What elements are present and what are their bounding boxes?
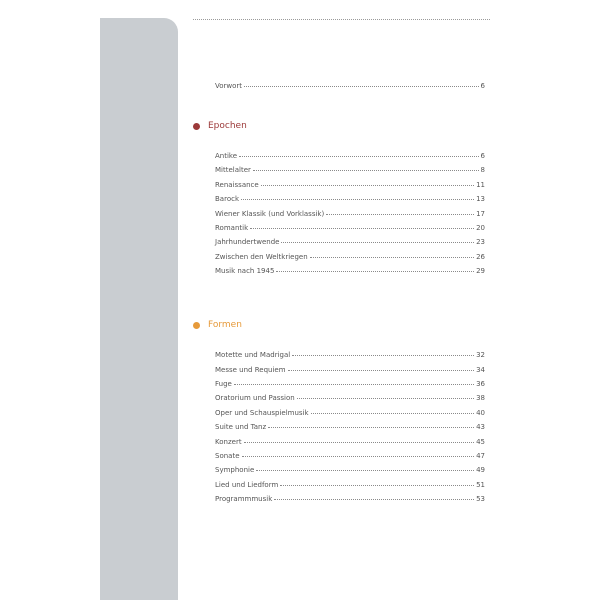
toc-entry-page: 17: [476, 210, 485, 218]
toc-entry-title: Renaissance: [215, 181, 259, 189]
dot-leader: [250, 228, 474, 229]
toc-entry-title: Romantik: [215, 224, 249, 232]
toc-entry-title: Vorwort: [215, 82, 243, 90]
toc-entry[interactable]: [215, 380, 485, 389]
toc-entry-title: Antike: [215, 152, 238, 160]
toc-entry-title: Sonate: [215, 452, 240, 460]
toc-entry[interactable]: [215, 495, 485, 504]
toc-entry-title: Programmmusik: [215, 495, 273, 503]
toc-entry-page: 20: [476, 224, 485, 232]
dot-leader: [256, 470, 474, 471]
toc-entry-title: Symphonie: [215, 466, 255, 474]
dot-leader: [261, 185, 474, 186]
section-heading-formen: [193, 320, 242, 331]
toc-entry-title: Jahrhundertwende: [215, 238, 280, 246]
dot-leader: [242, 456, 475, 457]
toc-entry-title: Fuge: [215, 380, 232, 388]
section-heading-label: Epochen: [208, 121, 247, 131]
circle-bullet-icon: [193, 123, 200, 130]
toc-entry-page: 53: [476, 495, 485, 503]
toc-entry-page: 6: [480, 82, 485, 90]
toc-entry-title: Messe und Requiem: [215, 366, 286, 374]
toc-entry[interactable]: [215, 224, 485, 233]
toc-entry[interactable]: [215, 195, 485, 204]
dot-leader: [244, 442, 475, 443]
toc-entry-title: Zwischen den Weltkriegen: [215, 253, 308, 261]
toc-entry[interactable]: [215, 409, 485, 418]
toc-entry-page: 47: [476, 452, 485, 460]
section-heading-epochen: [193, 121, 247, 132]
dot-leader: [292, 355, 474, 356]
toc-entry-title: Konzert: [215, 438, 242, 446]
dot-leader: [310, 257, 474, 258]
toc-entry-page: 6: [480, 152, 485, 160]
dot-leader: [244, 86, 478, 87]
toc-entry-page: 29: [476, 267, 485, 275]
toc-entry[interactable]: [215, 423, 485, 432]
toc-entry[interactable]: [215, 238, 485, 247]
toc-entry-page: 40: [476, 409, 485, 417]
toc-entry-title: Oper und Schauspielmusik: [215, 409, 309, 417]
toc-entry[interactable]: [215, 466, 485, 475]
toc-entry[interactable]: [215, 166, 485, 175]
toc-entry-page: 11: [476, 181, 485, 189]
dot-leader: [276, 271, 474, 272]
toc-entry[interactable]: [215, 152, 485, 161]
toc-entry[interactable]: [215, 351, 485, 360]
toc-entry-page: 26: [476, 253, 485, 261]
dot-leader: [288, 370, 475, 371]
toc-entry-page: 36: [476, 380, 485, 388]
toc-entry-page: 23: [476, 238, 485, 246]
toc-entry[interactable]: [215, 253, 485, 262]
dot-leader: [297, 398, 474, 399]
dot-leader: [239, 156, 479, 157]
toc-entry[interactable]: [215, 366, 485, 375]
toc-entry[interactable]: [215, 394, 485, 403]
dot-leader: [281, 242, 474, 243]
toc-entry-title: Lied und Liedform: [215, 481, 279, 489]
toc-entry-title: Mittelalter: [215, 166, 251, 174]
toc-entry[interactable]: [215, 452, 485, 461]
page-sidebar-band: [100, 18, 178, 600]
toc-entry-title: Suite und Tanz: [215, 423, 267, 431]
dot-leader: [311, 413, 475, 414]
dot-leader: [280, 485, 474, 486]
toc-entry-title: Motette und Madrigal: [215, 351, 291, 359]
dot-leader: [274, 499, 474, 500]
dot-leader: [241, 199, 474, 200]
toc-entry[interactable]: [215, 481, 485, 490]
dot-leader: [234, 384, 474, 385]
toc-entry[interactable]: [215, 210, 485, 219]
toc-entry-page: 49: [476, 466, 485, 474]
toc-entry-page: 32: [476, 351, 485, 359]
toc-entry[interactable]: [215, 181, 485, 190]
toc-entry-page: 38: [476, 394, 485, 402]
toc-entry-page: 13: [476, 195, 485, 203]
dot-leader: [253, 170, 479, 171]
toc-entry-title: Barock: [215, 195, 240, 203]
toc-entry-title: Musik nach 1945: [215, 267, 275, 275]
top-dotted-rule: [193, 19, 490, 20]
toc-entry-page: 34: [476, 366, 485, 374]
toc-entry[interactable]: [215, 267, 485, 276]
toc-entry-vorwort[interactable]: [215, 82, 485, 91]
dot-leader: [268, 427, 474, 428]
toc-entry-page: 8: [480, 166, 485, 174]
toc-entry-title: Wiener Klassik (und Vorklassik): [215, 210, 325, 218]
section-heading-label: Formen: [208, 320, 242, 330]
toc-entry-page: 43: [476, 423, 485, 431]
dot-leader: [326, 214, 474, 215]
circle-bullet-icon: [193, 322, 200, 329]
toc-entry-page: 45: [476, 438, 485, 446]
toc-entry[interactable]: [215, 438, 485, 447]
toc-entry-title: Oratorium und Passion: [215, 394, 295, 402]
toc-entry-page: 51: [476, 481, 485, 489]
